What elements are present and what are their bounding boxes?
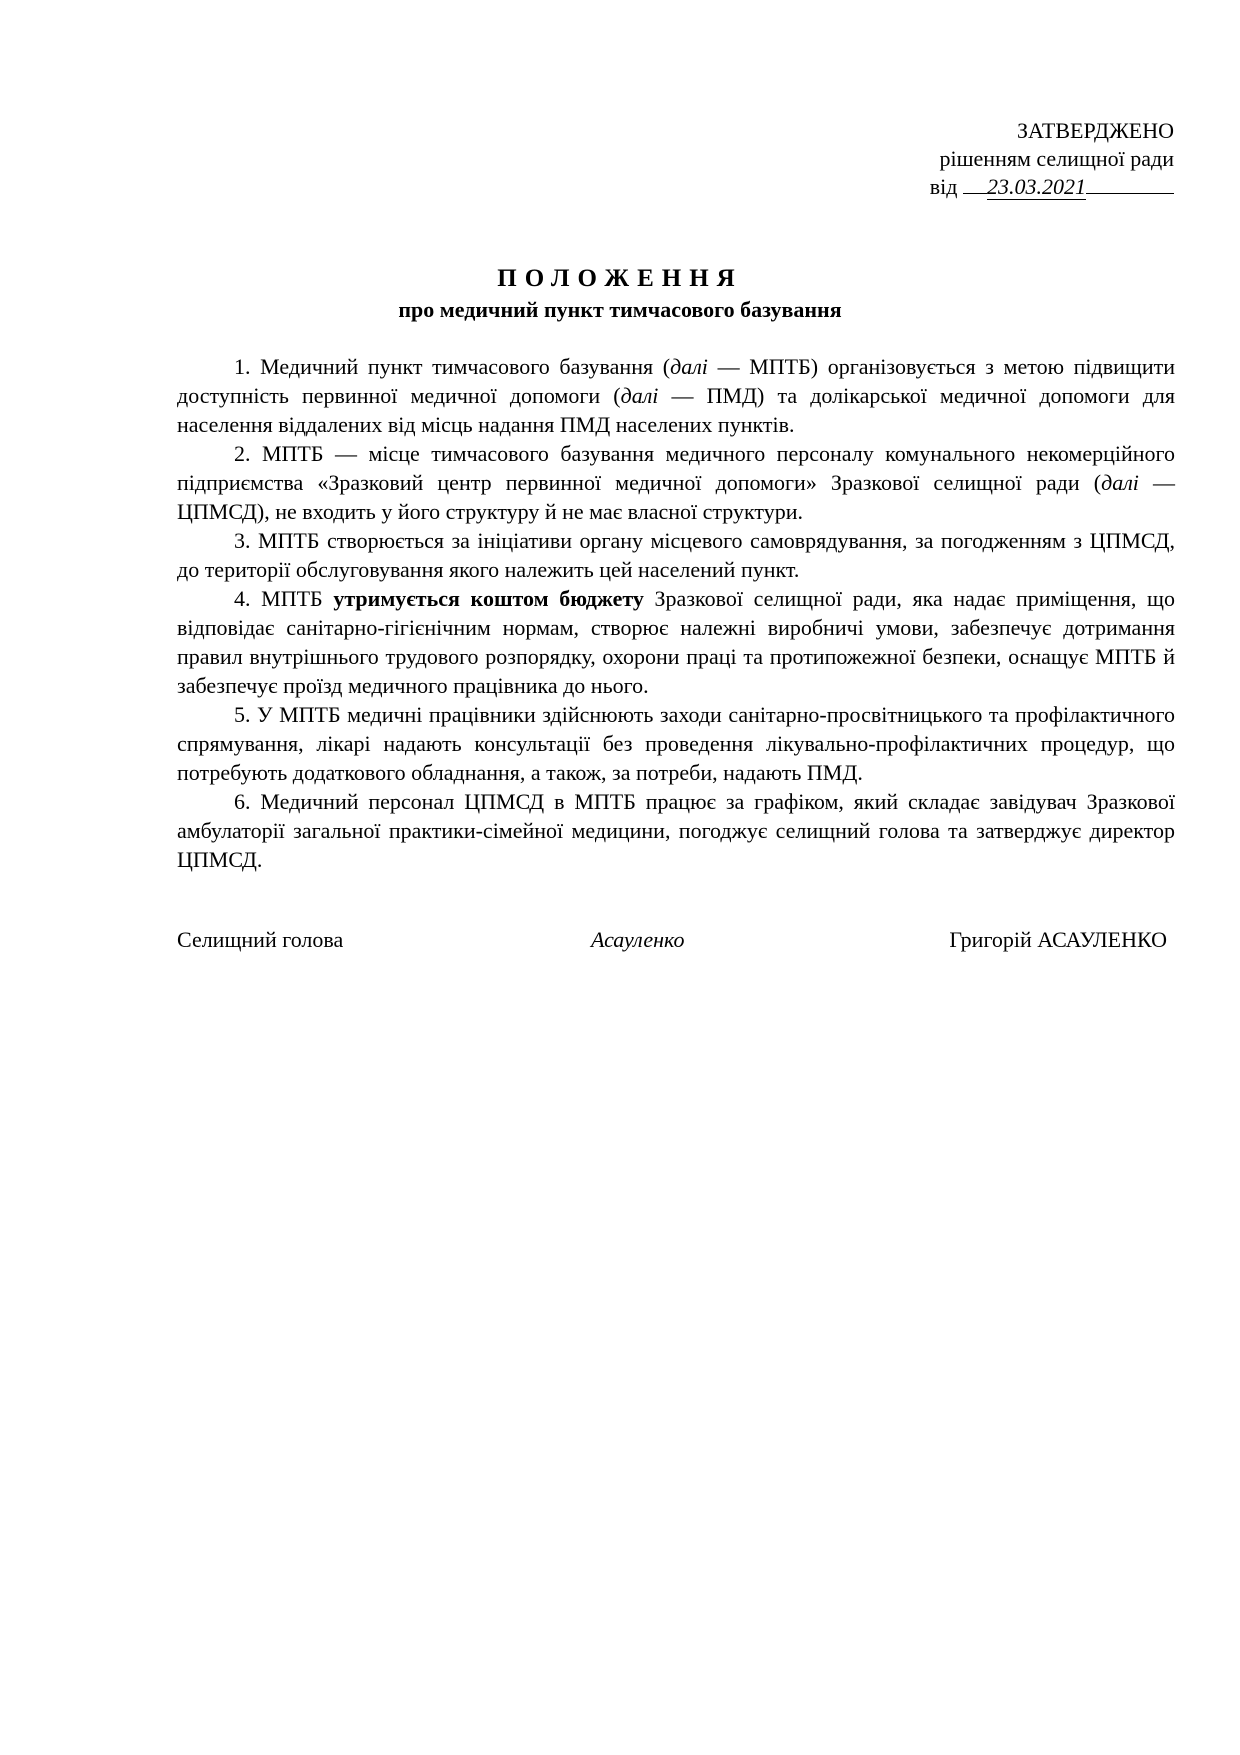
paragraph-4-bold: утримується коштом бюджету [333,586,644,611]
paragraph-1-italic-a: далі [670,354,708,379]
signature-mark: Асауленко [591,927,685,952]
paragraph-4-text-a: 4. МПТБ [234,586,334,611]
date-underline-left [963,174,987,194]
paragraph-1-text-a: 1. Медичний пункт тимчасового базування ( [234,354,671,379]
paragraph-4-text-b: Зразкової селищної ради, яка надає приміщення, що відповідає санітарно-гігієнічним нормам, створює належні виробничі умови, забезпечує дотримання правил внутрішнього трудового розпорядку, охорони праці та протипожежної безпеки, оснащує МПТБ й забезпечує проїзд медичного працівника до нього. [177,586,1175,698]
paragraph-3 [177,526,1175,584]
approval-date: 23.03.2021 [987,174,1086,199]
document-body [177,352,1175,874]
paragraph-1-text-c: — ПМД) та долікарської медичної допомоги для населення віддалених від місць надання ПМД населених пунктів. [177,383,1175,437]
paragraph-5-text: 5. У МПТБ медичні працівники здійснюють заходи санітарно-просвітницького та профілактичного спрямування, лікарі надають консультації без проведення лікувально-профілактичних процедур, що потребують додаткового обладнання, а також, за потреби, надають ПМД. [177,702,1175,785]
approval-stamp [930,117,1174,201]
document-title: ПОЛОЖЕННЯ [497,265,743,292]
signatory-role: Селищний голова [177,927,344,952]
approval-date-prefix: від [929,174,958,199]
paragraph-1-italic-b: далі [620,383,659,408]
title-block [0,263,1240,325]
paragraph-2-text-b: — ЦПМСД), не входить у його структуру й не має власної структури. [177,470,1176,524]
paragraph-6-text: 6. Медичний персонал ЦПМСД в МПТБ працює за графіком, який складає завідувач Зразкової амбулаторії загальної практики-сімейної медицини, погоджує селищний голова та затверджує директор ЦПМСД. [177,789,1175,872]
date-underline-right [1086,174,1174,194]
paragraph-2-text-a: 2. МПТБ — місце тимчасового базування медичного персоналу комунального некомерційного підприємства «Зразковий центр первинної медичної допомоги» Зразкової селищної ради ( [177,441,1175,495]
paragraph-1 [177,352,1175,439]
signatory-name: Григорій АСАУЛЕНКО [949,927,1167,952]
paragraph-6 [177,787,1175,874]
paragraph-4 [177,584,1175,700]
approval-date-line [930,173,1174,201]
paragraph-2 [177,439,1175,526]
paragraph-5 [177,700,1175,787]
paragraph-1-text-b: — МПТБ) організовується з метою підвищити доступність первинної медичної допомоги ( [177,354,1175,408]
paragraph-3-text: 3. МПТБ створюється за ініціативи органу місцевого самоврядування, за погодженням з ЦПМСД, до території обслуговування якого належить цей населений пункт. [177,528,1175,582]
approval-decision: рішенням селищної ради [939,146,1174,171]
approval-heading: ЗАТВЕРДЖЕНО [1016,118,1174,143]
document-subtitle: про медичний пункт тимчасового базування [398,297,842,322]
signature-block [177,925,1175,955]
paragraph-2-italic: далі [1101,470,1139,495]
